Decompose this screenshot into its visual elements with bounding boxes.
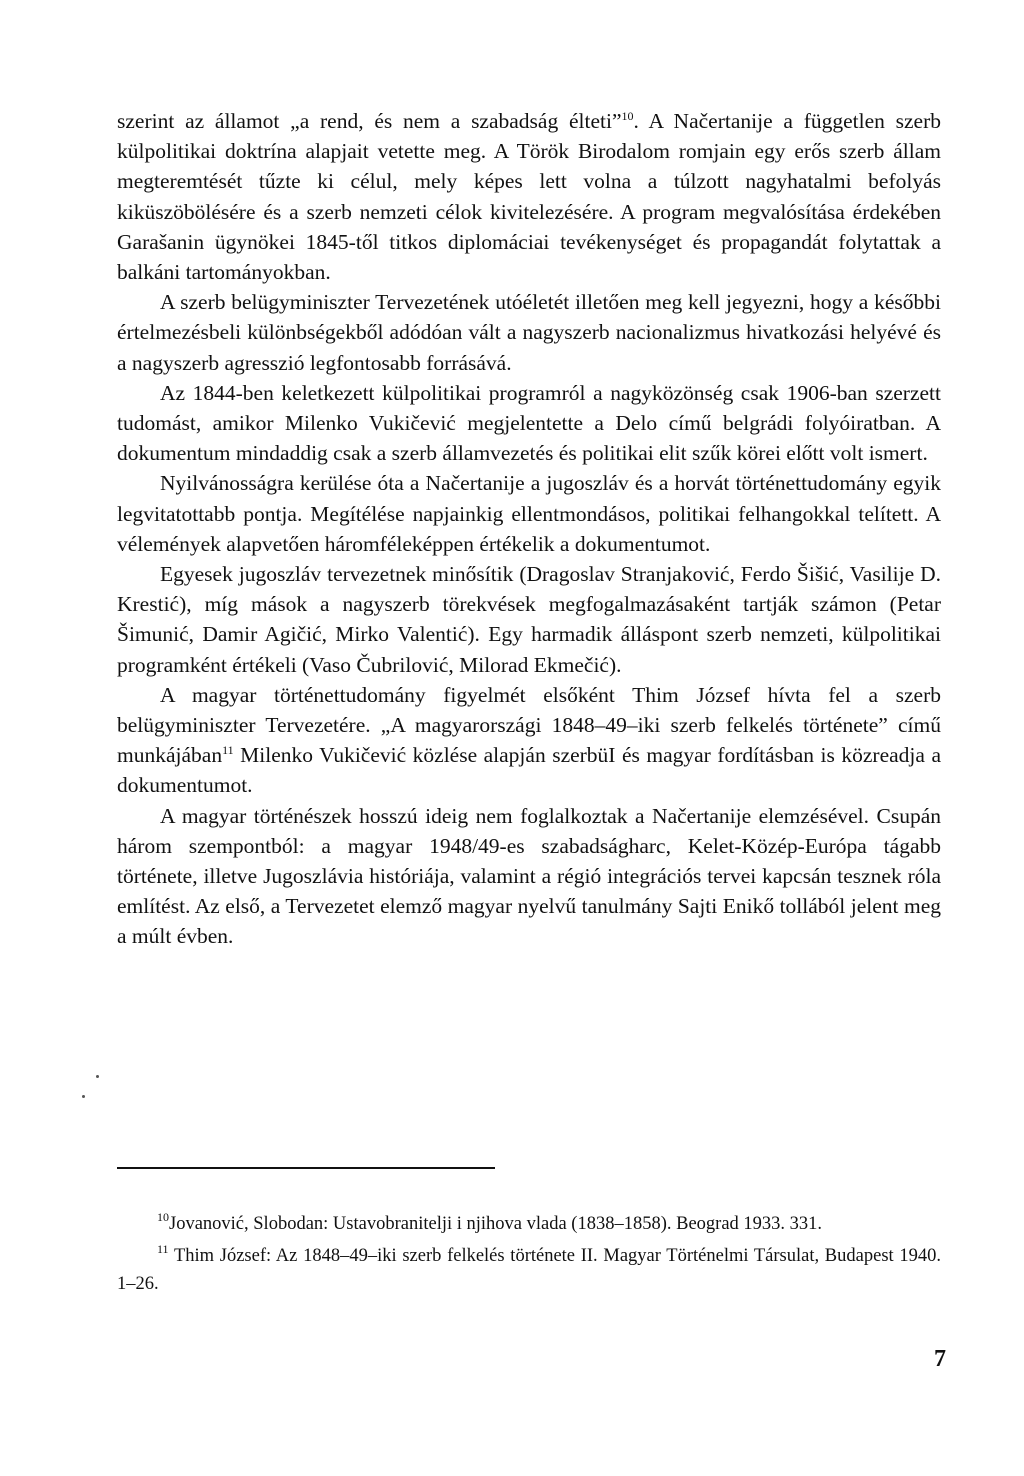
paragraph-1-text-start: szerint az államot „a rend, és nem a szabadság élteti” — [117, 109, 622, 133]
page-number: 7 — [934, 1346, 946, 1372]
body-text — [117, 106, 941, 952]
footnote-text: Jovanović, Slobodan: Ustavobranitelji i njihova vlada (1838–1858). Beograd 1933. 331. — [169, 1214, 823, 1234]
paragraph-2: A szerb belügyminiszter Tervezetének utóéletét illetően meg kell jegyezni, hogy a későbbi értelmezésbeli különbségekből adódóan vált a nagyszerb nacionalizmus hivatkozási helyévé és a nagyszerb agresszió legfontosabb forrásává. — [117, 290, 941, 375]
footnote-number: 10 — [157, 1210, 169, 1224]
footnote-11 — [117, 1242, 941, 1298]
footnote-text: Thim József: Az 1848–49–iki szerb felkelés története II. Magyar Történelmi Társulat, Budapest 1940. 1–26. — [117, 1246, 941, 1294]
paragraph-3: Az 1844-ben keletkezett külpolitikai programról a nagyközönség csak 1906-ban szerzett tudomást, amikor Milenko Vukičević megjelentette a Delo című belgrádi folyóiratban. A dokumentum mindaddig csak a szerb államvezetés és politikai elit szűk körei előtt volt ismert. — [117, 380, 941, 466]
footnotes — [117, 1210, 941, 1302]
paragraph-7: A magyar történészek hosszú ideig nem foglalkoztak a Načertanije elemzésével. Csupán három szempontból: a magyar 1948/49-es szabadságharc, Kelet-Közép-Európa tágabb története, illetve Jugoszlávia históriája, valamint a régió integrációs tervei kapcsán tesznek róla említést. Az első, a Tervezetet elemző magyar nyelvű tanulmány Sajti Enikő tollából jelent meg a múlt évben. — [117, 803, 941, 949]
footnote-ref-10: 10 — [621, 109, 634, 123]
footnote-separator — [117, 1167, 495, 1169]
footnote-10 — [117, 1210, 941, 1238]
footnote-number: 11 — [157, 1242, 169, 1256]
paragraph-6-text-end: Milenko Vukičević közlése alapján szerbüI és magyar fordításban is közreadja a dokumentumot. — [117, 743, 941, 798]
scan-speck — [96, 1075, 99, 1078]
paragraph-1 — [117, 106, 941, 287]
paragraph-1-text-end: . A Načertanije a független szerb külpolitikai doktrína alapjait vetette meg. A Török Birodalom romjain egy erős szerb állam megteremtését tűzte ki célul, mely képes lett volna a túlzott nagyhatalmi befolyás kiküszöbölésére és a szerb nemzeti célok kivitelezésére. A program megvalósítása érdekében Garašanin ügynökei 1845-től titkos diplomáciai tevékenységet és propagandát folytattak a balkáni tartományokban. — [117, 109, 942, 285]
paragraph-6-text-start: A magyar történettudomány figyelmét elsőként Thim József hívta fel a szerb belügyminiszter Tervezetére. „A magyarországi 1848–49–iki szerb felkelés története” című munkájában — [117, 682, 941, 768]
paragraph-4: Nyilvánosságra kerülése óta a Načertanije a jugoszláv és a horvát történettudomány egyik legvitatottabb pontja. Megítélése napjainkig ellentmondásos, politikai felhangokkal telített. A vélemények alapvetően háromféleképpen értékelik a dokumentumot. — [117, 471, 941, 556]
footnote-ref-11: 11 — [222, 743, 234, 758]
scan-speck — [82, 1095, 85, 1098]
paragraph-5: Egyesek jugoszláv tervezetnek minősítik (Dragoslav Stranjaković, Ferdo Šišić, Vasilije D. Krestić), míg mások a nagyszerb törekvések megfogalmazásaként tartják számon (Petar Šimunić, Damir Agičić, Mirko Valentić). Egy harmadik álláspont szerb nemzeti, külpolitikai programként értékeli (Vaso Čubrilović, Milorad Ekmečić). — [117, 562, 941, 677]
paragraph-6 — [117, 680, 941, 801]
